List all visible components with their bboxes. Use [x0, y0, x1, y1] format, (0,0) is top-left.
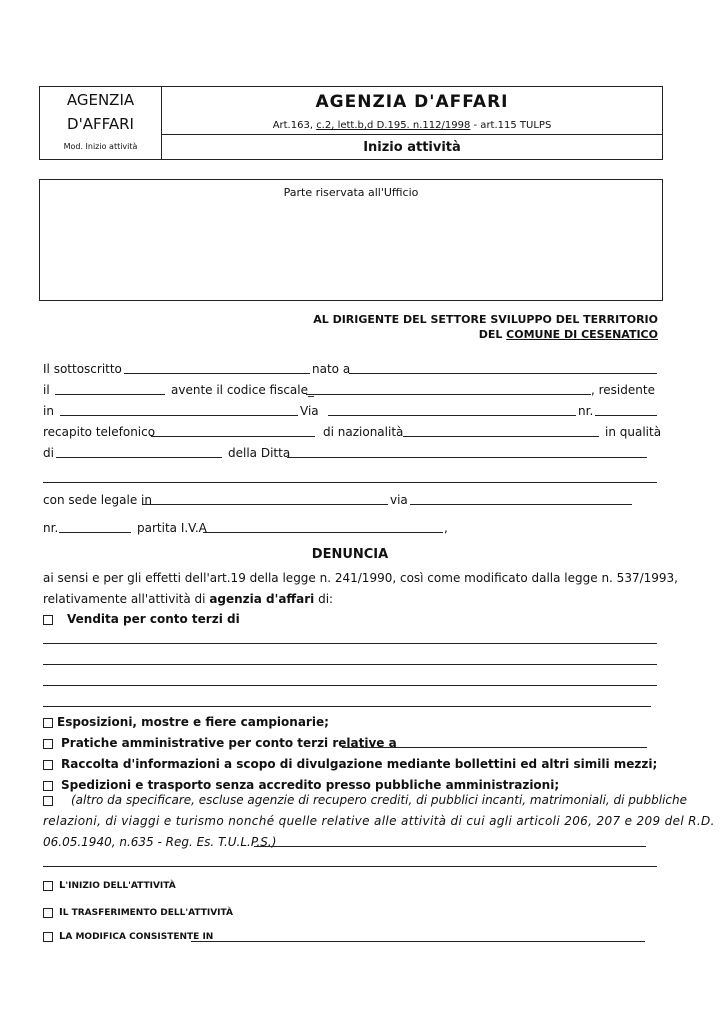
recipient-line1: AL DIRIGENTE DEL SETTORE SVILUPPO DEL TERRITORIO — [313, 313, 658, 326]
checkbox-altro[interactable] — [43, 796, 53, 806]
label-comma: , — [444, 521, 448, 535]
recipient-del: DEL — [478, 328, 507, 341]
altro-line-3: 06.05.1940, n.635 - Reg. Es. T.U.L.P.S.) — [43, 835, 277, 849]
label-piva: partita I.V.A — [137, 521, 207, 535]
label-ditta: della Ditta — [228, 446, 291, 460]
checkbox-pratiche[interactable] — [43, 739, 53, 749]
header-left-title-line2: D'AFFARI — [67, 115, 134, 133]
label-codice-fiscale: avente il codice fiscale_ — [171, 383, 314, 397]
header-legal-reference — [162, 120, 662, 132]
label-nato-a: nato a — [312, 362, 351, 376]
label-residente: , residente — [591, 383, 655, 397]
label-trasferimento — [59, 906, 233, 920]
label-via2: via — [390, 493, 408, 507]
modifica-first: L — [59, 931, 66, 942]
label-vendita: Vendita per conto terzi di — [67, 612, 240, 626]
modifica-rest: A MODIFICA CONSISTENTE IN — [65, 932, 214, 942]
label-nazionalita: di nazionalità — [323, 425, 404, 439]
ref-part-c: - art.115 TULPS — [470, 120, 552, 131]
header-box — [39, 86, 663, 160]
field-data-nascita[interactable] — [55, 394, 165, 395]
altro-line-2: relazioni, di viaggi e turismo nonché quelle relative alle attività di cui agli articoli 206, 207 e 209 del R.D. — [43, 814, 715, 828]
office-reserved-label: Parte riservata all'Ufficio — [283, 186, 419, 199]
field-pratiche[interactable] — [342, 747, 647, 748]
label-recapito: recapito telefonico — [43, 425, 156, 439]
field-ditta[interactable] — [287, 457, 647, 458]
label-nr2: nr. — [43, 521, 59, 535]
label-di: di — [43, 446, 54, 460]
label-raccolta: Raccolta d'informazioni a scopo di divulgazione mediante bollettini ed altri simili mezzi; — [61, 757, 658, 771]
field-recapito[interactable] — [151, 436, 315, 437]
header-left-title-line1: AGENZIA — [66, 91, 135, 109]
inizio-first: L — [59, 880, 66, 891]
recipient-line2 — [479, 328, 658, 342]
label-sottoscritto: Il sottoscritto — [43, 362, 122, 376]
label-in: in — [43, 404, 54, 418]
denuncia-paragraph-2 — [43, 592, 333, 606]
field-sede-nr[interactable] — [59, 532, 131, 533]
header-title: AGENZIA D'AFFARI — [315, 92, 509, 112]
denuncia-paragraph-1: ai sensi e per gli effetti dell'art.19 della legge n. 241/1990, così come modificato dalla legge n. 537/1993, — [43, 571, 678, 585]
checkbox-raccolta[interactable] — [43, 760, 53, 770]
field-nato-a[interactable] — [349, 373, 657, 374]
field-sede-comune[interactable] — [142, 504, 388, 505]
field-piva[interactable] — [203, 532, 443, 533]
checkbox-esposizioni[interactable] — [43, 718, 53, 728]
field-vendita-line-1[interactable] — [43, 643, 657, 644]
altro-line-1: (altro da specificare, escluse agenzie di recupero crediti, di pubblici incanti, matrimoniali, di pubbliche — [71, 793, 688, 807]
label-spedizioni: Spedizioni e trasporto senza accredito presso pubbliche amministrazioni; — [61, 778, 560, 792]
ref-part-b: c.2, lett.b,d D.195. n.112/1998 — [316, 120, 471, 131]
denuncia-title: DENUNCIA — [311, 547, 389, 562]
field-vendita-line-3[interactable] — [43, 685, 657, 686]
field-modifica[interactable] — [191, 941, 645, 942]
p2-part-c: di: — [314, 592, 334, 606]
field-altro[interactable] — [254, 846, 646, 847]
field-residenza-via[interactable] — [328, 415, 576, 416]
label-qualita: in qualità — [605, 425, 662, 439]
label-via: Via — [300, 404, 319, 418]
label-esposizioni: Esposizioni, mostre e fiere campionarie; — [57, 715, 329, 729]
field-altro-line-2[interactable] — [43, 866, 657, 867]
inizio-rest: 'INIZIO DELL'ATTIVITÀ — [65, 881, 176, 891]
header-subtitle: Inizio attività — [363, 140, 461, 155]
checkbox-modifica[interactable] — [43, 932, 53, 942]
trasferimento-first: I — [59, 907, 63, 918]
p2-agenzia: agenzia d'affari — [209, 592, 315, 606]
label-inizio — [59, 879, 176, 893]
field-codice-fiscale[interactable] — [306, 394, 591, 395]
trasferimento-rest: L TRASFERIMENTO DELL'ATTIVITÀ — [62, 908, 233, 918]
label-pratiche: Pratiche amministrative per conto terzi relative a — [61, 736, 397, 750]
label-sede: con sede legale in — [43, 493, 152, 507]
label-nr: nr. — [578, 404, 594, 418]
header-left-mod: Mod. Inizio attività — [63, 142, 138, 151]
checkbox-spedizioni[interactable] — [43, 781, 53, 791]
field-residenza-comune[interactable] — [60, 415, 298, 416]
field-vendita-line-2[interactable] — [43, 664, 657, 665]
field-sede-via[interactable] — [410, 504, 632, 505]
ref-part-a: Art.163, — [272, 120, 317, 131]
field-qualita[interactable] — [56, 457, 222, 458]
checkbox-trasferimento[interactable] — [43, 908, 53, 918]
office-reserved-box — [39, 179, 663, 301]
field-ditta-continued[interactable] — [43, 482, 657, 483]
label-il: il — [43, 383, 50, 397]
checkbox-vendita[interactable] — [43, 615, 53, 625]
field-residenza-nr[interactable] — [595, 415, 657, 416]
field-nazionalita[interactable] — [403, 436, 599, 437]
field-vendita-line-4[interactable] — [43, 706, 651, 707]
header-divider-horizontal — [161, 134, 662, 135]
field-sottoscritto[interactable] — [124, 373, 310, 374]
p2-part-a: relativamente all'attività di — [43, 592, 210, 606]
checkbox-inizio[interactable] — [43, 881, 53, 891]
recipient-comune: COMUNE DI CESENATICO — [506, 328, 658, 341]
